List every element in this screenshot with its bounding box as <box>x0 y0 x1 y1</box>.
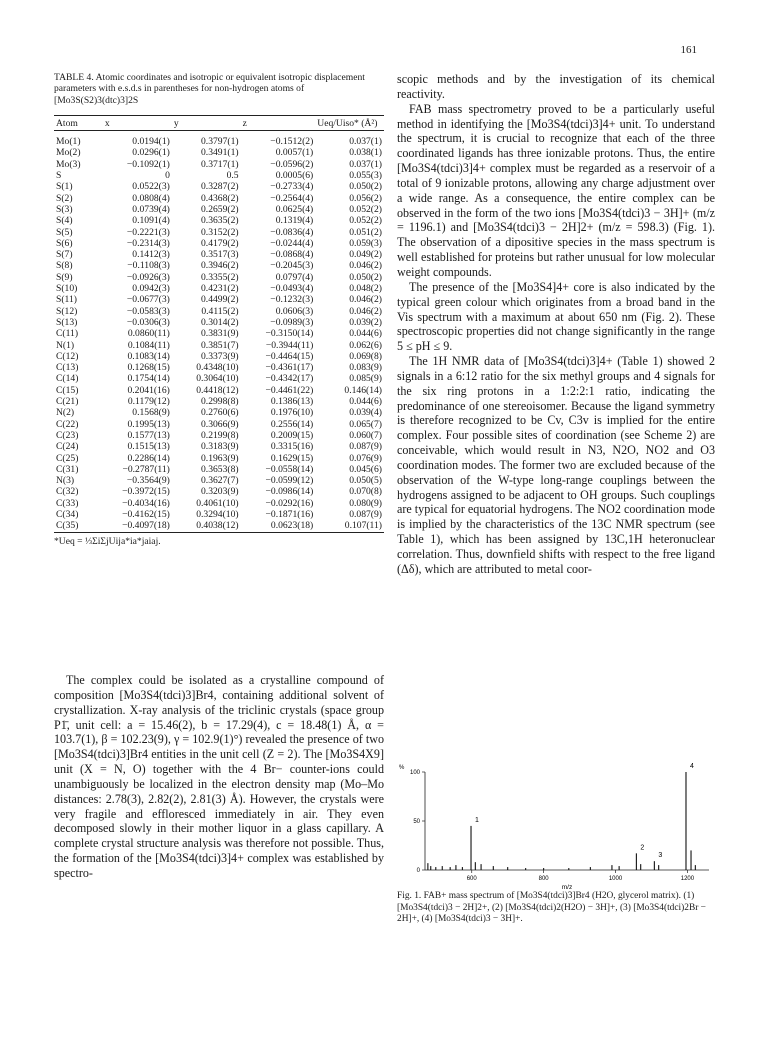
table-cell: S(6) <box>56 237 73 249</box>
table-cell: S(9) <box>56 271 73 283</box>
table-row <box>54 396 384 407</box>
table-cell: −0.1512(2) <box>270 136 314 148</box>
table-cell: −0.0596(2) <box>270 158 314 170</box>
table-cell: 0.052(2) <box>349 203 382 215</box>
table-cell: 0.059(3) <box>349 237 382 249</box>
table-cell: 0.107(11) <box>344 520 382 532</box>
table-cell: 0.044(6) <box>349 396 382 408</box>
figure-caption: Fig. 1. FAB+ mass spectrum of [Mo3S4(tdci)3]Br4 (H2O, glycerol matrix). (1) [Mo3S4(tdci)3 − 2H]2+, (2) [Mo3S4(tdci)2(H2O) − 3H]+, (3) [Mo3S4(tdci)2Br − 2H]+, (4) [Mo3S4(tdci)3 − 3H]+. <box>397 891 706 924</box>
table-cell: 0.076(9) <box>349 452 382 464</box>
left-body <box>54 673 384 881</box>
table-cell: S(7) <box>56 249 73 261</box>
table-cell: 0.4348(10) <box>196 362 239 374</box>
table-cell: −0.4464(15) <box>265 350 314 362</box>
table-cell: −0.0244(4) <box>270 237 314 249</box>
table-row <box>54 204 384 215</box>
body-paragraph: FAB mass spectrometry proved to be a particularly useful method in identifying the [Mo3S4(tdci)3]4+ unit. To understand the spectrum, it is crucial to recognize that each of the three coordinated ligands has three ionizable protons. Thus, the entire [Mo3S4(tdci)3]4+ complex must be regarded as a reservoir of a total of 9 ionizable protons, allowing any charge adjustment over a wide range. As a consequence, the entire complex can be observed in the form of the two ions [Mo3S4(tdci)3 − 3H]+ (m/z = 1196.1) and [Mo3S4(tdci)3 − 2H]2+ (m/z = 598.3) (Fig. 1). The observation of a dipositive species in the mass spectrum is well established for proteins but rather unusual for low molecular weight compounds. <box>397 101 715 279</box>
table-cell: 0.0739(4) <box>132 203 170 215</box>
table-cell: 0.050(5) <box>349 475 382 487</box>
table-row <box>54 498 384 509</box>
table-cell: 0.3315(16) <box>270 441 314 453</box>
table-cell: 0.1629(15) <box>270 452 314 464</box>
table-cell: 0.1754(14) <box>127 373 170 385</box>
table-cell: 0.069(8) <box>349 350 382 362</box>
table-cell: −0.1871(16) <box>265 508 314 520</box>
table-cell: 0.046(2) <box>349 260 382 272</box>
y-tick-label: 50 <box>413 819 420 825</box>
table-row <box>54 260 384 271</box>
table-cell: 0.2659(2) <box>201 203 239 215</box>
table-row <box>54 464 384 475</box>
table-footnote: *Ueq = ⅓ΣiΣjUija*ia*jaiaj. <box>54 535 161 547</box>
table-cell: −0.2045(3) <box>270 260 314 272</box>
table-cell: S(11) <box>56 294 77 306</box>
header-y: y <box>173 117 179 129</box>
table-cell: −0.4342(17) <box>265 373 314 385</box>
table-cell: 0.1083(14) <box>127 350 170 362</box>
table-cell: 0.037(1) <box>349 158 382 170</box>
table-cell: 0.0296(1) <box>132 147 170 159</box>
table-cell: 0.4115(2) <box>201 305 239 317</box>
body-paragraph: The complex could be isolated as a crystalline compound of composition [Mo3S4(tdci)3]Br4, containing additional solvent of crystallization. X-ray analysis of the triclinic crystals (space group P1̄, unit cell: a = 15.46(2), b = 17.29(4), c = 18.48(1) Å, α = 103.7(1), β = 102.23(9), γ = 102.9(1)°) revealed the presence of two [Mo3S4(tdci)3]Br4 entities in the unit cell (Z = 2). The [Mo3S4X9] unit (X = N, O) together with the 4 Br− counter-ions could unambiguously be localized in the electron density map (Mo–Mo distances: 2.78(3), 2.82(2), 2.81(3) Å). However, the crystals were very fragile and effloresced immediately in air. They even decomposed slowly in their mother liquor in a glass capillary. A complete crystal structure analysis was therefore not possible. Thus, the formation of the [Mo3S4(tdci)3]4+ complex was established by spectro- <box>54 673 384 880</box>
table-row <box>54 453 384 464</box>
header-z: z <box>242 117 247 129</box>
table-cell: 0.1568(9) <box>132 407 170 419</box>
table-cell: 0.0623(18) <box>270 520 314 532</box>
table-cell: 0.1412(3) <box>132 249 170 261</box>
table-cell: C(31) <box>56 463 79 475</box>
table-cell: 0.0860(11) <box>127 328 170 340</box>
table-cell: 0.3627(7) <box>201 475 239 487</box>
table-row <box>54 317 384 328</box>
table-cell: −0.0493(4) <box>270 283 314 295</box>
table-row <box>54 441 384 452</box>
table-caption: TABLE 4. Atomic coordinates and isotropic or equivalent isotropic displacement parameters with e.s.d.s in parentheses for non-hydrogen atoms of [Mo3S(S2)3(dtc)3]2S <box>54 72 365 106</box>
table-cell: 0.1319(4) <box>275 215 314 227</box>
body-paragraph: The presence of the [Mo3S4]4+ core is also indicated by the typical green colour which originates from a broad band in the Vis spectrum with a maximum at about 650 nm (Fig. 2). These spectroscopic properties did not change significantly in the range 5 ≤ pH ≤ 9. <box>397 279 715 354</box>
table-row <box>54 215 384 226</box>
header-x: x <box>104 117 110 129</box>
table-row <box>54 159 384 170</box>
table-cell: −0.4034(16) <box>122 497 170 509</box>
table-row <box>54 181 384 192</box>
table-cell: 0.3851(7) <box>201 339 239 351</box>
table-cell: 0.1084(11) <box>127 339 170 351</box>
table-cell: 0.0005(6) <box>275 170 314 182</box>
table-row <box>54 131 384 148</box>
table-cell: C(33) <box>56 497 79 509</box>
table-cell: 0.050(2) <box>349 271 382 283</box>
table-cell: −0.0292(16) <box>265 497 314 509</box>
table-cell: 0.4179(2) <box>201 237 239 249</box>
x-tick-label: 1200 <box>680 876 695 882</box>
table-row <box>54 419 384 430</box>
table-cell: Mo(3) <box>56 158 81 170</box>
table-cell: −0.2787(11) <box>122 463 170 475</box>
table-cell: S(2) <box>56 192 73 204</box>
table-row <box>54 249 384 260</box>
table-cell: 0.065(7) <box>349 418 382 430</box>
table-cell: 0.1976(10) <box>270 407 314 419</box>
table-cell: 0.0606(3) <box>275 305 314 317</box>
table-row <box>54 306 384 317</box>
table-cell: 0.3355(2) <box>201 271 239 283</box>
table-row <box>54 509 384 520</box>
table-cell: −0.0836(4) <box>270 226 314 238</box>
table-cell: 0.4231(2) <box>201 283 239 295</box>
table-cell: 0.3294(10) <box>196 508 239 520</box>
table-cell: −0.0926(3) <box>126 271 170 283</box>
table-cell: −0.0986(14) <box>265 486 314 498</box>
table-cell: 0.2199(8) <box>201 429 239 441</box>
table-cell: 0.045(6) <box>349 463 382 475</box>
table-cell: 0.3491(1) <box>201 147 239 159</box>
table-cell: 0.1091(4) <box>132 215 170 227</box>
peak-label: 2 <box>640 844 645 852</box>
table-cell: −0.4361(17) <box>265 362 314 374</box>
table-cell: 0.2998(8) <box>201 396 239 408</box>
table-row <box>54 340 384 351</box>
table-row <box>54 407 384 418</box>
y-tick-label: 100 <box>409 770 420 776</box>
table-cell: 0.3373(9) <box>201 350 239 362</box>
header-u: Ueq/Uiso* (Å²) <box>317 117 378 129</box>
table-cell: 0.056(2) <box>349 192 382 204</box>
table-cell: 0.070(8) <box>349 486 382 498</box>
table-row <box>54 486 384 497</box>
table-cell: 0.1268(15) <box>127 362 170 374</box>
table-cell: 0.4418(12) <box>196 384 239 396</box>
table-cell: N(1) <box>56 339 75 351</box>
table-cell: 0.4499(2) <box>201 294 239 306</box>
table-cell: C(35) <box>56 520 79 532</box>
header-atom: Atom <box>56 117 78 129</box>
table-cell: C(22) <box>56 418 79 430</box>
table-cell: 0.1963(9) <box>201 452 239 464</box>
table-cell: −0.0868(4) <box>270 249 314 261</box>
table-cell: −0.3972(15) <box>122 486 170 498</box>
table-cell: 0.3152(2) <box>201 226 239 238</box>
table-cell: −0.0599(12) <box>265 475 314 487</box>
table-cell: 0.051(2) <box>349 226 382 238</box>
table-cell: S(10) <box>56 283 78 295</box>
table-cell: 0.2041(16) <box>127 384 170 396</box>
table-cell: C(12) <box>56 350 79 362</box>
table-cell: 0.3831(9) <box>201 328 239 340</box>
table-cell: 0.3066(9) <box>201 418 239 430</box>
table-cell: 0.037(1) <box>349 136 382 148</box>
table-cell: −0.1092(1) <box>126 158 170 170</box>
table-cell: −0.4162(15) <box>122 508 170 520</box>
table-cell: 0.049(2) <box>349 249 382 261</box>
x-tick-label: 1000 <box>608 876 623 882</box>
table-cell: C(25) <box>56 452 79 464</box>
table-cell: 0.044(6) <box>349 328 382 340</box>
table-cell: 0.080(9) <box>349 497 382 509</box>
table-cell: −0.0583(3) <box>126 305 170 317</box>
table-cell: 0.2760(6) <box>201 407 239 419</box>
table-cell: S(12) <box>56 305 78 317</box>
table-cell: Mo(2) <box>56 147 81 159</box>
table-cell: 0.3946(2) <box>201 260 239 272</box>
table-cell: S(4) <box>56 215 73 227</box>
y-axis-label: % <box>399 765 405 771</box>
table-cell: 0.1515(13) <box>127 441 170 453</box>
table-cell: 0.062(6) <box>349 339 382 351</box>
y-tick-label: 0 <box>416 868 420 874</box>
table-cell: 0.0522(3) <box>132 181 170 193</box>
table-row <box>54 475 384 486</box>
table-cell: C(32) <box>56 486 79 498</box>
table-body <box>54 131 384 532</box>
table-cell: 0.046(2) <box>349 294 382 306</box>
table-cell: −0.1108(3) <box>127 260 170 272</box>
table-cell: 0.3797(1) <box>201 136 239 148</box>
table-cell: 0.0625(4) <box>275 203 314 215</box>
table-header-row <box>54 115 384 130</box>
table-cell: 0.087(9) <box>349 441 382 453</box>
table-cell: 0.3183(9) <box>201 441 239 453</box>
table-row <box>54 351 384 362</box>
table-cell: S(5) <box>56 226 73 238</box>
table-cell: C(11) <box>56 328 79 340</box>
table-cell: C(24) <box>56 441 79 453</box>
table-cell: 0.060(7) <box>349 429 382 441</box>
table-row <box>54 283 384 294</box>
table-row <box>54 272 384 283</box>
table-cell: C(34) <box>56 508 79 520</box>
coordinates-table <box>54 115 384 533</box>
table-row <box>54 294 384 305</box>
table-cell: 0.2009(15) <box>270 429 314 441</box>
table-cell: 0.0194(1) <box>132 136 170 148</box>
peak-label: 3 <box>658 852 663 860</box>
table-cell: S(8) <box>56 260 73 272</box>
table-cell: 0.0797(4) <box>275 271 314 283</box>
table-cell: S(13) <box>56 316 78 328</box>
table-cell: N(3) <box>56 475 75 487</box>
table-cell: 0.2556(14) <box>270 418 314 430</box>
table-cell: 0.038(1) <box>349 147 382 159</box>
table-cell: 0.1995(13) <box>127 418 170 430</box>
table-row <box>54 193 384 204</box>
mass-spectrum-figure <box>397 760 715 890</box>
table-cell: −0.3944(11) <box>265 339 314 351</box>
table-cell: −0.0677(3) <box>126 294 170 306</box>
table-cell: 0.3287(2) <box>201 181 239 193</box>
table-row <box>54 362 384 373</box>
table-cell: 0.4061(10) <box>196 497 239 509</box>
table-cell: −0.0989(3) <box>270 316 314 328</box>
peak-label: 4 <box>689 763 694 770</box>
table-cell: −0.4097(18) <box>122 520 170 532</box>
table-cell: −0.3564(9) <box>126 475 170 487</box>
table-cell: S <box>56 170 62 182</box>
table-row <box>54 147 384 158</box>
body-paragraph: scopic methods and by the investigation of its chemical reactivity. <box>397 72 715 101</box>
table-cell: −0.4461(22) <box>265 384 314 396</box>
table-cell: 0.2286(14) <box>127 452 170 464</box>
table-cell: 0.0808(4) <box>132 192 170 204</box>
x-axis-label: m/z <box>561 884 573 890</box>
mass-spectrum-chart <box>397 760 715 890</box>
table-row <box>54 373 384 384</box>
table-cell: 0.087(9) <box>349 508 382 520</box>
table-cell: −0.0306(3) <box>126 316 170 328</box>
table-cell: C(21) <box>56 396 79 408</box>
table-row <box>54 385 384 396</box>
table-cell: 0.3653(8) <box>201 463 239 475</box>
table-cell: 0.048(2) <box>349 283 382 295</box>
table-cell: 0.039(2) <box>349 316 382 328</box>
table-cell: N(2) <box>56 407 75 419</box>
table-cell: 0.3717(1) <box>201 158 239 170</box>
table-cell: 0.3014(2) <box>201 316 239 328</box>
table-cell: 0.050(2) <box>349 181 382 193</box>
table-cell: 0.3064(10) <box>196 373 239 385</box>
table-cell: C(13) <box>56 362 79 374</box>
table-column <box>54 72 384 547</box>
right-column <box>397 72 715 577</box>
peak-label: 1 <box>475 816 479 824</box>
table-cell: 0.052(2) <box>349 215 382 227</box>
table-cell: 0.085(9) <box>349 373 382 385</box>
table-cell: 0.083(9) <box>349 362 382 374</box>
table-cell: S(1) <box>56 181 73 193</box>
table-row <box>54 227 384 238</box>
table-cell: −0.2564(4) <box>270 192 314 204</box>
page-number: 161 <box>680 44 697 56</box>
table-row <box>54 238 384 249</box>
body-paragraph: The 1H NMR data of [Mo3S4(tdci)3]4+ (Table 1) showed 2 signals in a 6:12 ratio for the six methyl groups and 4 signals for the six ring protons in a 1:2:2:1 ratio, indicating the predominance of one stereoisomer. Because the ligand symmetry is therefore recognized to be Cv, C3v is implied for the entire complex. Four possible sites of coordination (see Scheme 2) are conceivable, which would result in N3, N2O, NO2 and O3 coordination modes. The former two are excluded because of the observation of the W-type long-range couplings between the hydrogens assigned to be adjacent to OH groups. Such couplings are typical for equatorial hydrogens. The NO2 coordination mode is implied by the characteristics of the 13C NMR spectrum (see Table 1), which has been assigned by 13C,1H heteronuclear correlation. Thus, downfield shifts with respect to the free ligand (Δδ), which are attributed to metal coor- <box>397 354 715 576</box>
table-cell: C(15) <box>56 384 79 396</box>
table-cell: C(14) <box>56 373 79 385</box>
table-cell: −0.2221(3) <box>126 226 170 238</box>
table-cell: 0 <box>165 170 170 182</box>
table-row <box>54 328 384 339</box>
table-cell: 0.039(4) <box>349 407 382 419</box>
table-cell: 0.0942(3) <box>132 283 170 295</box>
x-tick-label: 800 <box>538 876 549 882</box>
table-cell: 0.055(3) <box>349 170 382 182</box>
table-row <box>54 170 384 181</box>
table-row <box>54 520 384 532</box>
table-cell: −0.3150(14) <box>265 328 314 340</box>
table-row <box>54 430 384 441</box>
table-cell: 0.146(14) <box>344 384 382 396</box>
table-cell: 0.5 <box>226 170 239 182</box>
table-cell: −0.1232(3) <box>270 294 314 306</box>
table-cell: 0.3517(3) <box>201 249 239 261</box>
table-cell: 0.1386(13) <box>270 396 314 408</box>
table-cell: C(23) <box>56 429 79 441</box>
table-cell: 0.4038(12) <box>196 520 239 532</box>
table-cell: 0.4368(2) <box>201 192 239 204</box>
table-cell: −0.2314(3) <box>126 237 170 249</box>
table-cell: 0.1179(12) <box>127 396 170 408</box>
table-cell: 0.3203(9) <box>201 486 239 498</box>
table-cell: S(3) <box>56 203 73 215</box>
table-cell: −0.0558(14) <box>265 463 314 475</box>
table-cell: 0.0057(1) <box>275 147 314 159</box>
table-cell: 0.3635(2) <box>201 215 239 227</box>
table-cell: −0.2733(4) <box>270 181 314 193</box>
table-cell: Mo(1) <box>56 136 81 148</box>
table-cell: 0.1577(13) <box>127 429 170 441</box>
table-cell: 0.046(2) <box>349 305 382 317</box>
x-tick-label: 600 <box>466 876 477 882</box>
